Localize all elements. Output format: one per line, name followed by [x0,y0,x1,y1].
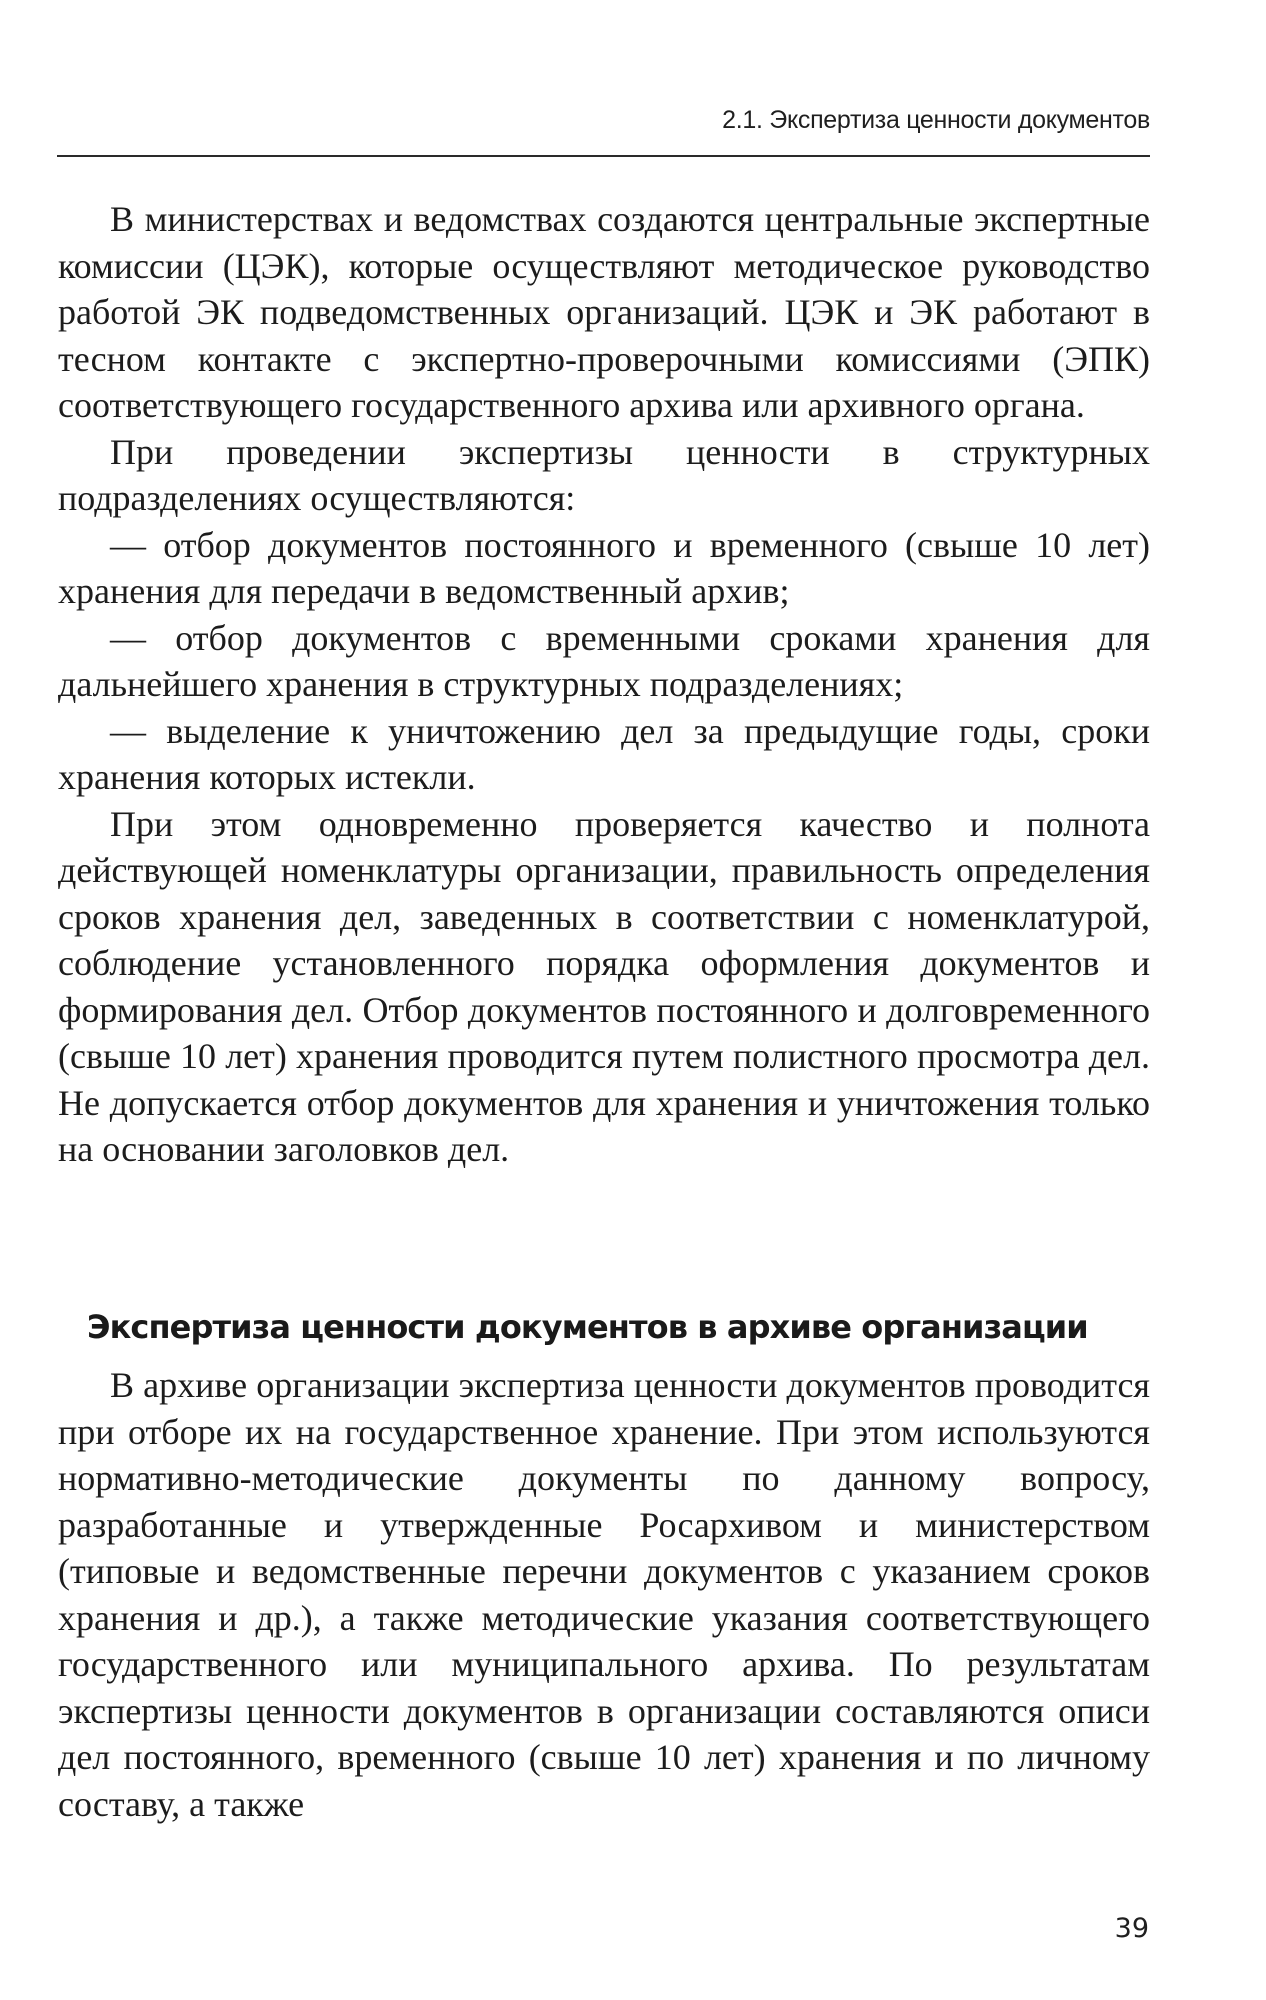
list-item-selection-temporary: — отбор документов с временными сроками хранения для дальнейшего хранения в структурных подразделениях; [58,617,1150,704]
list-item-selection-permanent: — отбор документов постоянного и временного (свыше 10 лет) хранения для передачи в ведомственный архив; [58,524,1150,611]
list-item-destruction: — выделение к уничтожению дел за предыдущие годы, сроки хранения которых истекли. [58,710,1150,797]
paragraph-nomenclature-check: При этом одновременно проверяется качество и полнота действующей номенклатуры организации, правильность определения сроков хранения дел, заведенных в соответствии с номенклатурой, соблюдение установленного порядка оформления документов и формирования дел. Отбор документов постоянного и долговременного (свыше 10 лет) хранения проводится путем полистного просмотра дел. Не допускается отбор документов для хранения и уничтожения только на основании заголовков дел. [58,803,1150,1169]
section-text-block [58,1362,1150,1827]
page-number: 39 [1114,1913,1149,1944]
header-divider [57,155,1150,157]
section-heading: Экспертиза ценности документов в архиве организации [87,1308,1088,1346]
running-head-title: 2.1. Экспертиза ценности документов [722,106,1150,134]
paragraph-archive-expertise: В архиве организации экспертиза ценности документов проводится при отборе их на государственное хранение. При этом используются нормативно-методические документы по данному вопросу, разработанные и утвержденные Росархивом и министерством (типовые и ведомственные перечни документов с указанием сроков хранения и др.), а также методические указания соответствующего государственного или муниципального архива. По результатам экспертизы ценности документов в организации составляются описи дел постоянного, временного (свыше 10 лет) хранения и по личному составу, а также [58,1365,1150,1824]
main-text-block [58,196,1150,1173]
paragraph-structural-units: При проведении экспертизы ценности в структурных подразделениях осуществляются: [58,431,1150,518]
paragraph-ministries: В министерствах и ведомствах создаются центральные экспертные комиссии (ЦЭК), которые осуществляют методическое руководство работой ЭК подведомственных организаций. ЦЭК и ЭК работают в тесном контакте с экспертно-проверочными комиссиями (ЭПК) соответствующего государственного архива или архивного органа. [58,199,1150,425]
